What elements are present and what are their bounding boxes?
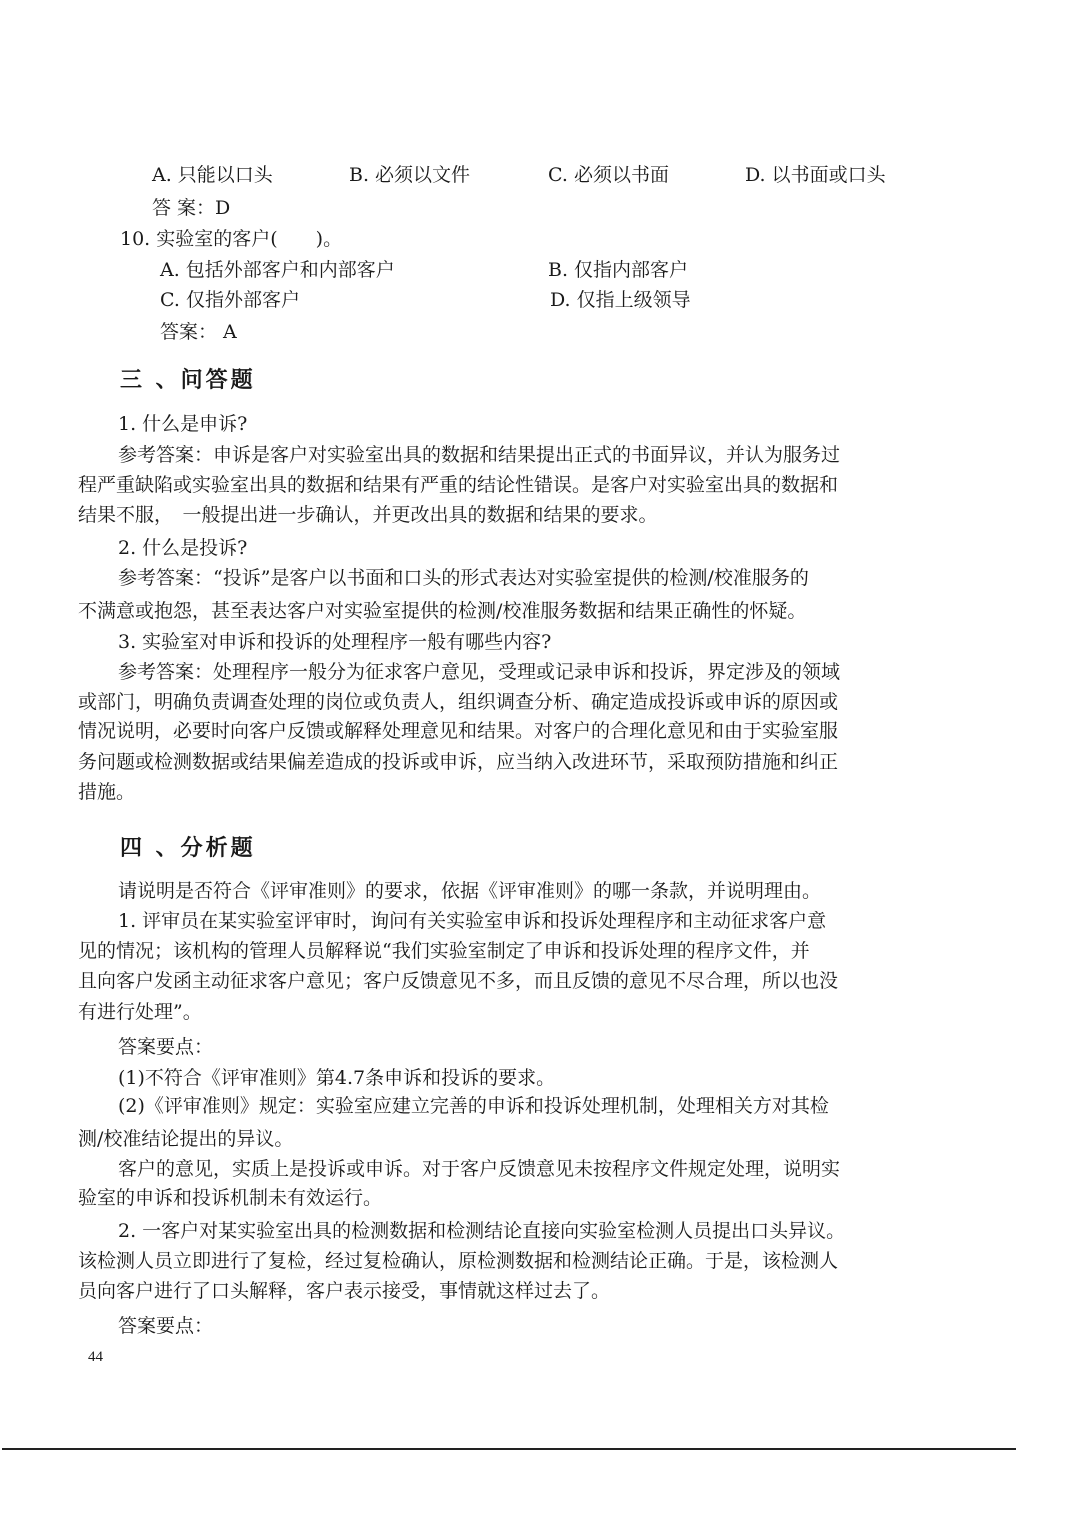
q9-option-a: A. 只能以口头 (152, 164, 273, 186)
s3-line: 措施。 (78, 781, 136, 803)
s3-line: 情况说明，必要时向客户反馈或解释处理意见和结果。对客户的合理化意见和由于实验室服 (78, 720, 839, 742)
section3-heading: 三 、问答题 (120, 367, 256, 393)
s3-line: 1. 什么是申诉? (118, 413, 248, 435)
s3-line: 不满意或抱怨，甚至表达客户对实验室提供的检测/校准服务数据和结果正确性的怀疑。 (78, 600, 807, 622)
page-number: 44 (88, 1349, 103, 1365)
q10-option-a: A. 包括外部客户和内部客户 (160, 259, 395, 281)
q9-option-b: B. 必须以文件 (349, 164, 471, 186)
s3-line: 参考答案：申诉是客户对实验室出具的数据和结果提出正式的书面异议，并认为服务过 (118, 444, 841, 466)
section4-heading: 四 、分析题 (120, 835, 256, 861)
q10-answer: 答案： A (160, 321, 237, 343)
s3-line: 务问题或检测数据或结果偏差造成的投诉或申诉，应当纳入改进环节，采取预防措施和纠正 (78, 751, 839, 773)
s4-line: 2. 一客户对某实验室出具的检测数据和检测结论直接向实验室检测人员提出口头异议。 (118, 1220, 846, 1242)
s3-line: 2. 什么是投诉? (118, 537, 248, 559)
q10-option-c: C. 仅指外部客户 (160, 289, 300, 311)
s4-line: 测/校准结论提出的异议。 (78, 1128, 294, 1150)
s4-line: 有进行处理”。 (78, 1001, 202, 1023)
s4-line: 1. 评审员在某实验室评审时，询问有关实验室申诉和投诉处理程序和主动征求客户意 (118, 910, 827, 932)
s4-line: (1)不符合《评审准则》第4.7条申诉和投诉的要求。 (118, 1067, 556, 1089)
q9-answer: 答 案：D (152, 197, 231, 219)
s4-line: 该检测人员立即进行了复检，经过复检确认，原检测数据和检测结论正确。于是，该检测人 (78, 1250, 839, 1272)
s4-line: 员向客户进行了口头解释，客户表示接受，事情就这样过去了。 (78, 1280, 611, 1302)
s4-line: 请说明是否符合《评审准则》的要求，依据《评审准则》的哪一条款，并说明理由。 (118, 880, 822, 902)
q9-option-c: C. 必须以书面 (548, 164, 669, 186)
s4-line: 答案要点： (118, 1036, 214, 1058)
s3-line: 参考答案：处理程序一般分为征求客户意见，受理或记录申诉和投诉，界定涉及的领域 (118, 661, 841, 683)
q10-option-b: B. 仅指内部客户 (548, 259, 689, 281)
s4-line: 验室的申诉和投诉机制未有效运行。 (78, 1187, 383, 1209)
s4-line: 客户的意见，实质上是投诉或申诉。对于客户反馈意见未按程序文件规定处理，说明实 (118, 1158, 841, 1180)
s3-line: 3. 实验室对申诉和投诉的处理程序一般有哪些内容? (118, 631, 552, 653)
q10-option-d: D. 仅指上级领导 (550, 289, 691, 311)
s4-line: 且向客户发函主动征求客户意见；客户反馈意见不多，而且反馈的意见不尽合理，所以也没 (78, 970, 839, 992)
s4-line: 答案要点： (118, 1315, 214, 1337)
q10-question: 10. 实验室的客户( )。 (120, 228, 343, 250)
bottom-rule (2, 1448, 1016, 1450)
s4-line: (2)《评审准则》规定：实验室应建立完善的申诉和投诉处理机制，处理相关方对其检 (118, 1095, 829, 1117)
s3-line: 参考答案：“投诉”是客户以书面和口头的形式表达对实验室提供的检测/校准服务的 (118, 567, 809, 589)
s4-line: 见的情况；该机构的管理人员解释说“我们实验室制定了申诉和投诉处理的程序文件，并 (78, 940, 810, 962)
s3-line: 或部门，明确负责调查处理的岗位或负责人，组织调查分析、确定造成投诉或申诉的原因或 (78, 691, 839, 713)
q9-option-d: D. 以书面或口头 (745, 164, 886, 186)
s3-line: 程严重缺陷或实验室出具的数据和结果有严重的结论性错误。是客户对实验室出具的数据和 (78, 474, 839, 496)
s3-line: 结果不服， 一般提出进一步确认，并更改出具的数据和结果的要求。 (78, 504, 658, 526)
